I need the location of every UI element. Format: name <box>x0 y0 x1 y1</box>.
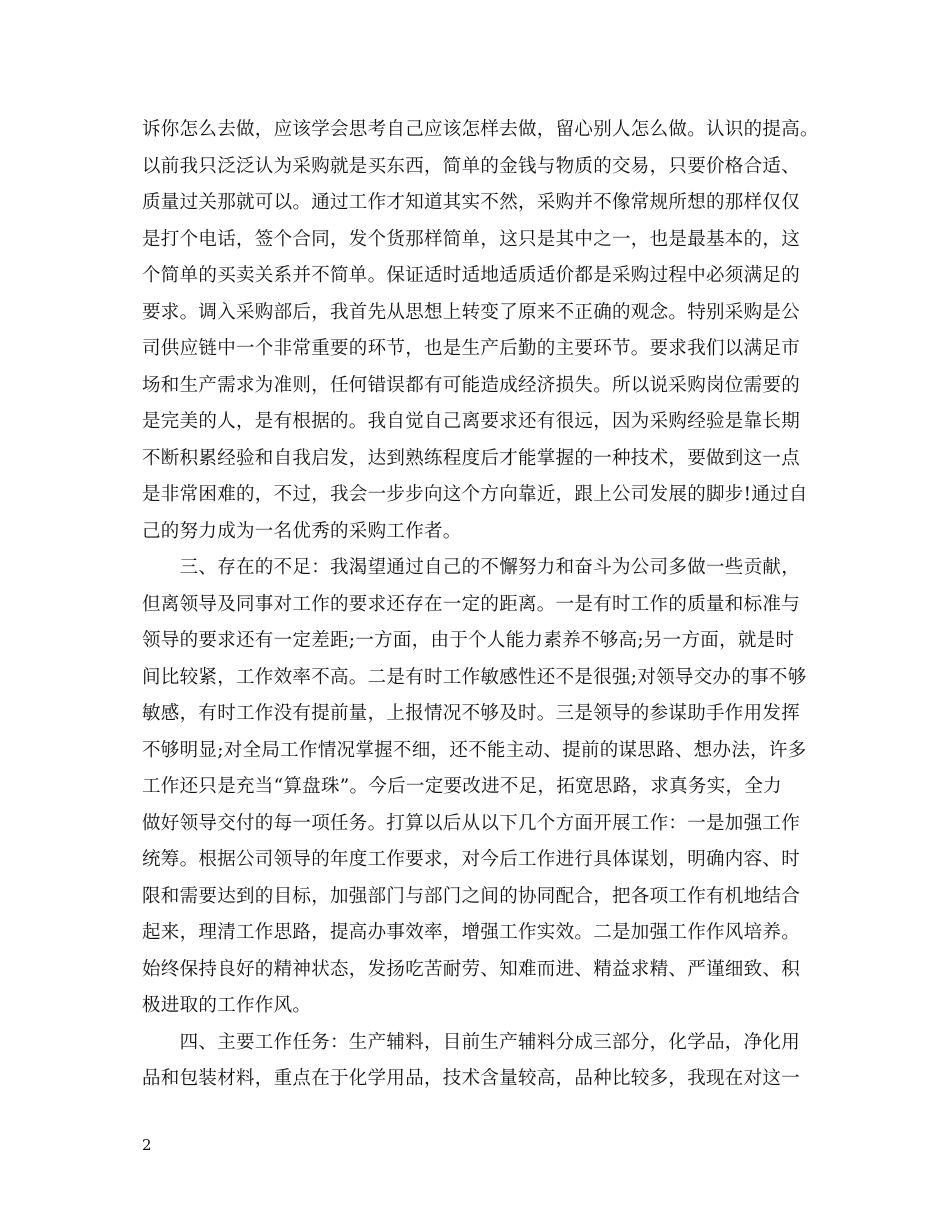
text-line-16: 间比较紧，工作效率不高。二是有时工作敏感性还不是很强;对领导交办的事不够 <box>142 666 807 688</box>
text-line-3: 质量过关那就可以。通过工作才知道其实不然，采购并不像常规所想的那样仅仅 <box>142 192 801 213</box>
text-line-4: 是打个电话，签个合同，发个货那样简单，这只是其中之一，也是最基本的，这 <box>142 228 801 250</box>
text-line-8: 场和生产需求为准则，任何错误都有可能造成经济损失。所以说采购岗位需要的 <box>142 374 801 396</box>
text-line-10: 不断积累经验和自我启发，达到熟练程度后才能掌握的一种技术，要做到这一点 <box>142 447 801 469</box>
text-line-24: 始终保持良好的精神状态，发扬吃苦耐劳、知难而进、精益求精、严谨细致、积 <box>142 958 801 980</box>
text-line-12: 己的努力成为一名优秀的采购工作者。 <box>142 520 462 542</box>
text-line-20: 做好领导交付的每一项任务。打算以后从以下几个方面开展工作：一是加强工作 <box>142 812 801 834</box>
text-line-17: 敏感，有时工作没有提前量，上报情况不够及时。三是领导的参谋助手作用发挥 <box>142 703 801 724</box>
page-number: 2 <box>142 1136 152 1154</box>
text-line-2: 以前我只泛泛认为采购就是买东西，简单的金钱与物质的交易，只要价格合适、 <box>142 155 801 177</box>
text-line-7: 司供应链中一个非常重要的环节，也是生产后勤的主要环节。要求我们以满足市 <box>142 338 801 359</box>
text-line-15: 领导的要求还有一定差距;一方面，由于个人能力素养不够高;另一方面，就是时 <box>142 630 795 651</box>
text-line-23: 起来，理清工作思路，提高办事效率，增强工作实效。二是加强工作作风培养。 <box>142 922 801 943</box>
text-line-13: 三、存在的不足：我渴望通过自己的不懈努力和奋斗为公司多做一些贡献， <box>142 557 801 578</box>
text-line-22: 限和需要达到的目标，加强部门与部门之间的协同配合，把各项工作有机地结合 <box>142 885 801 907</box>
text-line-19: 工作还只是充当“算盘珠”。今后一定要改进不足，拓宽思路，求真务实，全力 <box>142 776 782 797</box>
text-line-27: 品和包装材料，重点在于化学用品，技术含量较高，品种比较多，我现在对这一 <box>142 1068 801 1089</box>
text-line-9: 是完美的人，是有根据的。我自觉自己离要求还有很远，因为采购经验是靠长期 <box>142 411 801 432</box>
text-line-5: 个简单的买卖关系并不简单。保证适时适地适质适价都是采购过程中必须满足的 <box>142 265 801 286</box>
text-line-21: 统筹。根据公司领导的年度工作要求，对今后工作进行具体谋划，明确内容、时 <box>142 849 801 870</box>
body-text <box>142 112 832 1098</box>
text-line-11: 是非常困难的，不过，我会一步步向这个方向靠近，跟上公司发展的脚步!通过自 <box>142 484 808 505</box>
text-line-6: 要求。调入采购部后，我首先从思想上转变了原来不正确的观念。特别采购是公 <box>142 301 801 323</box>
text-line-18: 不够明显;对全局工作情况掌握不细，还不能主动、提前的谋思路、想办法，许多 <box>142 739 807 761</box>
text-line-1: 诉你怎么去做，应该学会思考自己应该怎样去做，留心别人怎么做。认识的提高。 <box>142 119 819 140</box>
text-line-25: 极进取的工作作风。 <box>142 995 312 1016</box>
text-line-14: 但离领导及同事对工作的要求还存在一定的距离。一是有时工作的质量和标准与 <box>142 593 801 615</box>
text-line-26: 四、主要工作任务：生产辅料，目前生产辅料分成三部分，化学品，净化用 <box>142 1031 801 1053</box>
